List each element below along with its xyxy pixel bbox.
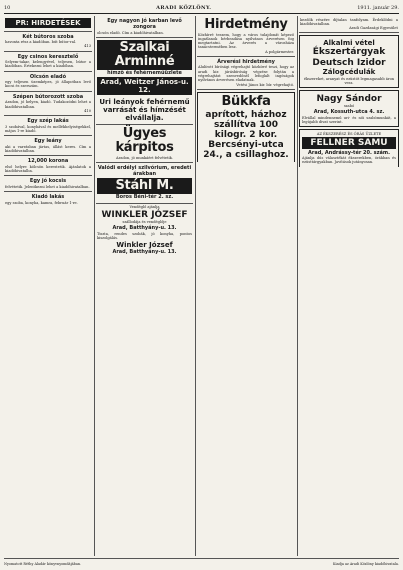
- ad-number: 413: [84, 44, 91, 49]
- ad-title: Kiadó lakás: [31, 194, 65, 201]
- ad-title: 12,000 korona: [27, 158, 69, 165]
- ad-body: első helyre kölcsön kerestetik. Ajánlatok a kiadóhivatalba.: [5, 164, 91, 174]
- ad-body: 3 szobával, konyhával és mellékhelyiségekkel, május 1-re kiadó.: [5, 124, 91, 133]
- ad-sub: Zálogcédulák: [322, 68, 376, 77]
- classified-ad: [4, 52, 92, 72]
- ad-title: PR: HIRDETÉSEK: [5, 18, 91, 28]
- column-1: [4, 16, 92, 556]
- classified-ad: [4, 16, 92, 32]
- ad-name: WINKLER JÓZSEF: [101, 209, 188, 220]
- ad-sign: A polgármester.: [265, 49, 294, 54]
- ad-name: FELLNER SAMU: [302, 137, 396, 149]
- public-notice: [197, 16, 295, 57]
- ad-address: Arad, Andrássy-tér 20. szám.: [307, 149, 391, 156]
- ad-body: kezdők részére díjtalan tanfolyam. Érdeklődni a kiadóhivatalban.: [300, 17, 398, 26]
- ad-body: havonta rész a kiadóban. bút bútor-ral.: [5, 40, 77, 44]
- piano-ad: [96, 16, 193, 38]
- ad-title: Egy leány: [34, 138, 62, 145]
- ad-title: Bükkfa: [221, 94, 271, 110]
- ad-title: Ékszertárgyak: [312, 47, 386, 58]
- column-2: [96, 16, 193, 556]
- ad-address-2: Arad, Batthyány-u. 13.: [112, 249, 177, 256]
- ad-title: Hirdetmény: [204, 17, 288, 32]
- column-rule: [94, 16, 95, 556]
- ad-body: Elvállal mindennemű uri- és női szabómunkát, a legújabb divat szerint.: [302, 115, 396, 125]
- embroidery-ad: [96, 38, 193, 126]
- ad-title: Egy szép lakás: [27, 118, 69, 125]
- ad-note: Aradon, jó munkáért felvétetik.: [116, 155, 173, 160]
- classified-ad: [4, 116, 92, 136]
- ad-title: Két bútoros szoba: [22, 33, 74, 40]
- column-rule: [195, 16, 196, 556]
- ad-pre: Vendéglő ajánlja: [129, 205, 160, 210]
- classified-ad: [4, 176, 92, 192]
- ad-title: Valódi erdélyi szilvórium, eredeti árakban: [97, 165, 192, 178]
- classified-ad: [4, 156, 92, 176]
- jeweler-ad: [299, 129, 399, 166]
- ad-body: Közhírré teszem, hogy a város tulajdonát képező ingatlanok bérbeadása nyilvános árverésen fog megtartatni. Az árverés a városháza tanácstermében lesz.: [198, 32, 294, 50]
- spirits-ad: [96, 163, 193, 204]
- classified-ad: [4, 72, 92, 92]
- ad-title: Egy nagyon jó karban levő zongora: [107, 18, 182, 30]
- column-4: [299, 16, 399, 556]
- tailor-ad: [299, 90, 399, 127]
- firewood-ad: [197, 92, 295, 163]
- page-header: [4, 3, 399, 14]
- ad-title: Árverési hirdetmény: [217, 58, 275, 65]
- auction-notice: [197, 57, 295, 90]
- agricultural-notice: [299, 16, 399, 33]
- ad-body: egy szoba, konyha, kamra, február 1-re.: [5, 200, 78, 205]
- ad-brand: Stáhl M.: [97, 178, 192, 194]
- ad-body: ékszereket, aranyat és ezüstöt legmagasabb áron vesz.: [303, 76, 395, 86]
- ad-line: hímző és fehérneműüzlete: [107, 70, 182, 77]
- ad-body: Aradon, jó helyen, kiadó. Tudakozódni lehet a kiadóhivatalban.: [5, 100, 91, 109]
- ad-title: Szépen bútorozott szoba: [12, 93, 84, 100]
- ad-title: Olcsón eladó: [29, 73, 67, 80]
- ad-address: Arad, Batthyány-u. 13.: [112, 225, 177, 232]
- upholsterer-ad: [96, 125, 193, 163]
- ad-name: Szalkai Arminné: [97, 40, 192, 70]
- page-number: 10: [4, 5, 11, 11]
- footer-right: Kiadja az Aradi Közlöny kiadóhivatala.: [333, 561, 399, 566]
- ad-sign: Vetési János kir. bír. végrehajtó.: [236, 82, 294, 87]
- ad-title: Ügyes kárpitos: [115, 126, 174, 156]
- ad-body: egy teljesen üzemképes, jó állapotban levő kocsi és szerszám.: [5, 80, 91, 89]
- jewelry-purchase-ad: [299, 35, 399, 88]
- ad-body: aki a varrásban jártas, állást keres. Cím a kiadóhivatalban.: [5, 144, 91, 154]
- ad-sign: Aradi Gazdasági Egyesület: [349, 26, 398, 31]
- ad-body: aprított, házhoz szállítva 100 kilogr. 2 kor. Bercsényi-utca 24., a csillaghoz.: [203, 109, 289, 160]
- column-3: [197, 16, 295, 556]
- classified-ad: [4, 192, 92, 207]
- ad-address: Boros Béni-tér 2. sz.: [115, 194, 174, 201]
- page-footer: [4, 558, 399, 568]
- ad-number: 410: [84, 108, 91, 113]
- ad-brand: Deutsch Izidor: [312, 57, 386, 68]
- ad-title: Egy jó kocsis: [29, 178, 67, 185]
- ad-body: olcsón eladó. Cím a kiadóhivatalban.: [97, 30, 164, 35]
- column-rule: [297, 16, 298, 556]
- classified-ad: [4, 92, 92, 116]
- footer-left: Nyomatott Réthy Aladár könyvnyomdájában.: [4, 561, 82, 566]
- ad-desc: szabó: [343, 104, 355, 109]
- ad-body: felvétetik. Jelentkezni lehet a kiadóhivatalban.: [5, 184, 90, 189]
- ad-name-2: Winkler József: [116, 240, 173, 249]
- masthead: ARADI KÖZLÖNY.: [156, 5, 212, 11]
- ad-body: Tiszta, rendes szobák, jó konyha, pontos kiszolgálás.: [97, 231, 192, 240]
- ad-note: Uri leányok fehérnemű varrását és hímzését elvállalja.: [99, 97, 190, 122]
- ad-pre: AZ ÉKSZERÉSZ ÉS ÓRÁS ÜZLETE: [316, 132, 382, 137]
- page-date: 1911. január 29.: [357, 5, 399, 11]
- ad-body: Ajánlja dús választékát ékszerekben, órákban és ezüsttárgyakban. Javítások jutányosan.: [302, 156, 396, 165]
- ad-body: Alulírott bírósági végrehajtó közhírré teszi, hogy az aradi kir. járásbíróság végzése folytán a végrehajtást szenvedőnél lefoglalt ingóságok nyilvános árverésen eladatnak.: [198, 65, 294, 83]
- ad-body: Selyem-takar, kelengyével, teljesen, bútor a kiadóban. Értekezni lehet a kiadóban.: [5, 60, 91, 69]
- classified-ad: [4, 136, 92, 156]
- ad-name: Nagy Sándor: [316, 93, 382, 104]
- ad-pre: Alkalmi vétel: [323, 38, 375, 47]
- ad-title: Egy csinos keresztelő: [17, 53, 79, 60]
- ad-address: Arad, Kossuth-utca 4. sz.: [313, 109, 385, 116]
- ad-address: Arad, Weitzer János-u. 12.: [97, 77, 192, 95]
- ad-desc: szállodája és vendéglője: [122, 220, 167, 225]
- restaurant-ad: [96, 204, 193, 258]
- classified-ad: [4, 32, 92, 52]
